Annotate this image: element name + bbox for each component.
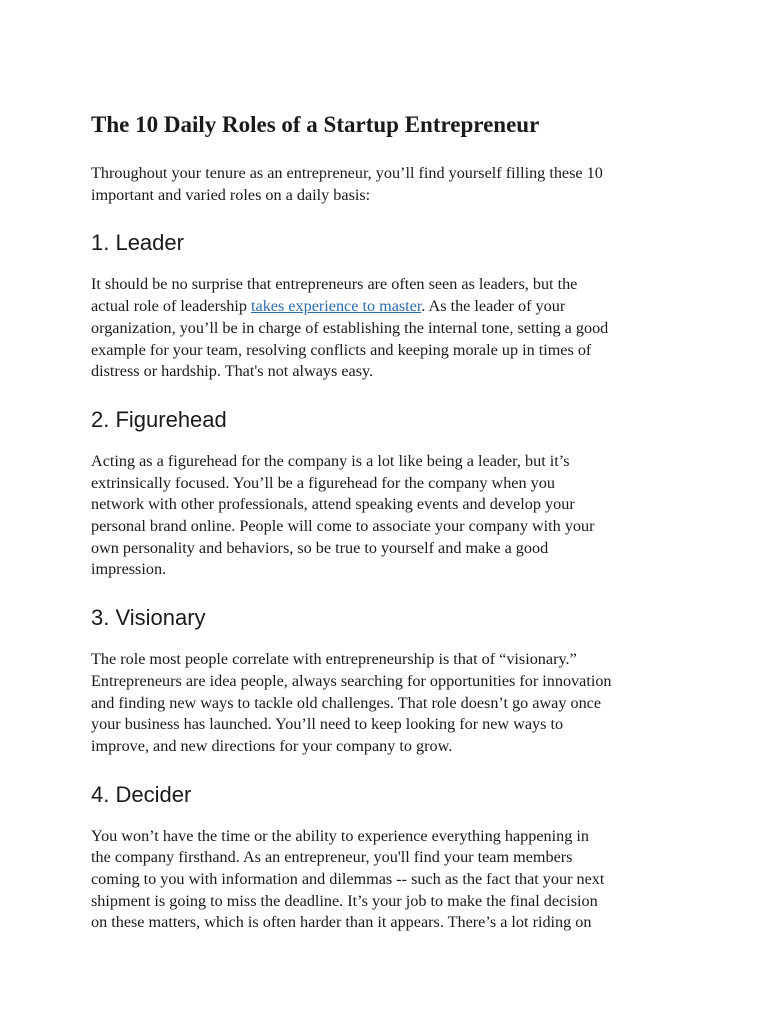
section-heading-visionary: 3. Visionary [91,605,206,631]
text-line: on these matters, which is often harder than it appears. There’s a lot riding on [91,913,592,932]
text-line: shipment is going to miss the deadline. It’s your job to make the final decision [91,891,598,910]
text-line: improve, and new directions for your company to grow. [91,736,453,755]
text-line: Throughout your tenure as an entrepreneur, you’ll find yourself filling these 10 [91,164,603,182]
section-paragraph-leader [91,274,691,383]
text-line [91,296,691,318]
section-paragraph-decider [91,826,691,935]
text-line: extrinsically focused. You’ll be a figurehead for the company when you [91,473,555,492]
text-line: your business has launched. You’ll need to keep looking for new ways to [91,715,564,734]
intro-paragraph [91,163,691,206]
leadership-link[interactable]: takes experience to master [251,297,422,316]
section-heading-figurehead: 2. Figurehead [91,406,227,432]
text-line: Acting as a figurehead for the company is a lot like being a leader, but it’s [91,451,570,470]
section-heading-leader: 1. Leader [91,230,184,256]
text-line: You won’t have the time or the ability to experience everything happening in [91,826,589,845]
text-fragment: . As the leader of your [421,297,566,316]
section-heading-decider: 4. Decider [91,781,192,807]
text-line: the company firsthand. As an entrepreneur, you'll find your team members [91,848,573,867]
section-paragraph-visionary [91,649,691,758]
text-line: The role most people correlate with entrepreneurship is that of “visionary.” [91,650,577,669]
text-line: distress or hardship. That's not always easy. [91,362,374,381]
text-line: Entrepreneurs are idea people, always searching for opportunities for innovation [91,671,612,690]
text-line: impression. [91,560,167,579]
text-line: coming to you with information and dilemmas -- such as the fact that your next [91,870,605,889]
text-line: example for your team, resolving conflicts and keeping morale up in times of [91,340,592,359]
text-fragment: actual role of leadership [91,297,252,316]
article [91,110,691,957]
text-line: personal brand online. People will come to associate your company with your [91,517,595,536]
text-line: important and varied roles on a daily basis: [91,185,371,204]
text-line: It should be no surprise that entrepreneurs are often seen as leaders, but the [91,275,578,294]
text-line: and finding new ways to tackle old challenges. That role doesn’t go away once [91,693,602,712]
article-title: The 10 Daily Roles of a Startup Entrepreneur [91,112,540,137]
text-line: organization, you’ll be in charge of establishing the internal tone, setting a good [91,318,609,337]
text-line: own personality and behaviors, so be true to yourself and make a good [91,538,549,557]
section-paragraph-figurehead [91,451,691,581]
text-line: network with other professionals, attend speaking events and develop your [91,495,575,514]
